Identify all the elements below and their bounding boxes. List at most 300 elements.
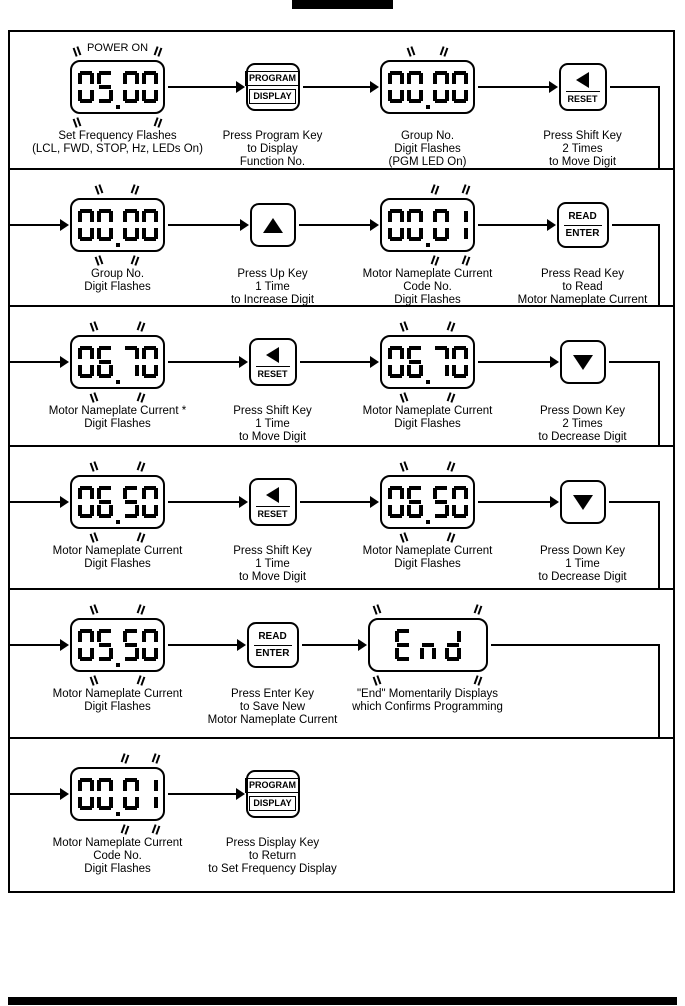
down-triangle-icon [573, 495, 593, 510]
seven-seg-digit [97, 486, 113, 518]
top-rule [292, 0, 393, 9]
caption [233, 545, 312, 584]
caption-line: Press Up Key [237, 268, 308, 280]
decimal-point [116, 812, 120, 816]
display-wrap [70, 475, 165, 529]
connector-line [299, 224, 372, 226]
key-label: READ [568, 210, 597, 222]
arrowhead-icon [547, 219, 556, 231]
flash-mark [461, 255, 470, 266]
seven-seg-digit [407, 346, 423, 378]
flash-mark [121, 824, 130, 835]
connector-line [300, 501, 372, 503]
caption-line: Digit Flashes [84, 281, 151, 293]
flash-mark [461, 184, 470, 195]
flow-cells [10, 739, 673, 876]
seven-seg-digit [452, 346, 468, 378]
shift-reset-key [559, 63, 607, 111]
seven-seg-digit [388, 209, 404, 241]
item-slot [350, 602, 505, 688]
key-label: ENTER [565, 227, 600, 239]
seven-seg-digit [97, 346, 113, 378]
seven-seg-digit [388, 346, 404, 378]
flash-mark [439, 46, 448, 57]
flow-cell [195, 459, 350, 584]
flow-cell [40, 319, 195, 444]
decimal-point [116, 105, 120, 109]
caption-line: Set Frequency Flashes [58, 130, 177, 142]
seven-seg-digit [452, 486, 468, 518]
display-end [368, 618, 488, 672]
caption-line: Digit Flashes [84, 863, 151, 875]
flow-row [10, 307, 673, 447]
connector-line [300, 361, 372, 363]
key-label: ENTER [255, 647, 290, 659]
arrowhead-icon [239, 496, 248, 508]
caption-line: 2 Times [562, 143, 603, 155]
display-wrap [70, 618, 165, 672]
seven-seg-digit [78, 778, 94, 810]
flash-mark [151, 824, 160, 835]
flash-mark [447, 321, 456, 332]
connector-line [478, 224, 548, 226]
flow-cell [40, 459, 195, 584]
seven-seg-digit [142, 778, 158, 810]
connector-line [658, 362, 660, 447]
caption-line: Motor Nameplate Current [52, 837, 183, 849]
caption-line: Press Display Key [225, 837, 320, 849]
caption-line: (LCL, FWD, STOP, Hz, LEDs On) [32, 143, 203, 155]
seven-seg-digit [123, 778, 139, 810]
caption-line: Press Down Key [539, 545, 625, 557]
caption [231, 268, 314, 307]
display-code-no [70, 767, 165, 821]
decimal-point [116, 380, 120, 384]
seven-seg-digit [123, 629, 139, 661]
flow-cell [40, 751, 195, 876]
display-nameplate-current [380, 335, 475, 389]
flash-mark [447, 461, 456, 472]
flash-mark [399, 532, 408, 543]
seven-seg-digit [97, 778, 113, 810]
caption [53, 688, 183, 714]
caption [223, 130, 323, 169]
flash-mark [89, 604, 98, 615]
caption-line: to Display [247, 143, 298, 155]
caption [208, 688, 338, 727]
seven-seg-digit [407, 209, 423, 241]
flow-cell [350, 602, 505, 727]
flow-cell [505, 182, 660, 307]
caption-line: 1 Time [255, 418, 290, 430]
caption-line: which Confirms Programming [352, 701, 503, 713]
caption-line: 2 Times [562, 418, 603, 430]
caption-line: Press Shift Key [543, 130, 622, 142]
caption-line: Press Shift Key [233, 545, 312, 557]
flow-cell [505, 44, 660, 169]
caption-line: Code No. [403, 281, 452, 293]
flow-cells [10, 170, 673, 307]
flow-cell [40, 602, 195, 727]
shift-reset-key [249, 478, 297, 526]
flow-cell [195, 44, 350, 169]
caption-line: Motor Nameplate Current [362, 268, 493, 280]
flash-mark [447, 392, 456, 403]
flash-mark [154, 117, 163, 128]
flash-mark [137, 321, 146, 332]
flow-row [10, 32, 673, 170]
flash-mark [89, 461, 98, 472]
display-set-frequency [70, 60, 165, 114]
caption-line: to Decrease Digit [538, 431, 627, 443]
caption-line: Digit Flashes [84, 701, 151, 713]
caption-line: Motor Nameplate Current [207, 714, 338, 726]
seven-seg-digit [433, 486, 449, 518]
display-group-no [70, 198, 165, 252]
arrowhead-icon [370, 219, 379, 231]
decimal-point [426, 105, 430, 109]
seven-seg-digit [388, 486, 404, 518]
connector-line [478, 501, 551, 503]
caption-line: to Move Digit [238, 571, 307, 583]
arrowhead-icon [358, 639, 367, 651]
seven-seg-digit [97, 71, 113, 103]
connector-line [658, 225, 660, 307]
program-display-key [246, 770, 300, 818]
connector-line [609, 361, 661, 363]
seven-seg-digit [142, 629, 158, 661]
caption-line: Motor Nameplate Current [517, 294, 648, 306]
read-enter-key [247, 622, 299, 668]
flash-mark [373, 675, 382, 686]
caption-line: 1 Time [255, 558, 290, 570]
flow-cell [195, 182, 350, 307]
flow-cells [10, 590, 673, 727]
seven-seg-digit [452, 209, 468, 241]
caption-line: Code No. [93, 850, 142, 862]
decimal-point [426, 520, 430, 524]
connector-line [658, 502, 660, 590]
caption [518, 268, 648, 307]
seven-seg-digit [97, 209, 113, 241]
flash-mark [89, 532, 98, 543]
decimal-point [426, 380, 430, 384]
display-nameplate-current [70, 618, 165, 672]
caption [543, 130, 622, 169]
flash-mark [137, 461, 146, 472]
seven-seg-digit [123, 486, 139, 518]
caption [53, 545, 183, 571]
flash-mark [474, 675, 483, 686]
caption-line: Motor Nameplate Current * [48, 405, 187, 417]
caption-line: Press Read Key [540, 268, 625, 280]
left-triangle-icon [266, 487, 279, 503]
caption-line: Motor Nameplate Current [362, 545, 493, 557]
flash-mark [137, 675, 146, 686]
display-nameplate-current [380, 475, 475, 529]
flow-cell [195, 602, 350, 727]
seven-seg-digit [395, 629, 411, 661]
display-wrap [70, 42, 165, 114]
seven-seg-digit [123, 209, 139, 241]
seven-seg-digit [142, 71, 158, 103]
caption-line: Digit Flashes [394, 294, 461, 306]
caption-line: Press Enter Key [230, 688, 315, 700]
caption-line: 1 Time [565, 558, 600, 570]
connector-line [10, 501, 62, 503]
caption [538, 405, 626, 444]
caption-line: "End" Momentarily Displays [356, 688, 499, 700]
decimal-point [116, 243, 120, 247]
flash-mark [447, 532, 456, 543]
flow-cell [350, 459, 505, 584]
flash-mark [89, 392, 98, 403]
caption [53, 837, 183, 876]
caption [363, 268, 493, 307]
key-label: PROGRAM [245, 778, 300, 793]
caption-line: to Increase Digit [230, 294, 315, 306]
caption-line: Press Down Key [539, 405, 625, 417]
program-display-key [246, 63, 300, 111]
display-wrap [380, 198, 475, 252]
connector-line [168, 361, 240, 363]
key-label: RESET [567, 93, 598, 104]
flow-cell [32, 42, 203, 169]
flow-cell [195, 319, 350, 444]
caption-line: Function No. [239, 156, 306, 168]
seven-seg-digit [433, 71, 449, 103]
key-label: PROGRAM [245, 71, 300, 86]
connector-line [10, 224, 62, 226]
caption-line: to Return [248, 850, 297, 862]
connector-line [10, 361, 62, 363]
seven-seg-digit [433, 346, 449, 378]
caption-line: Digit Flashes [394, 418, 461, 430]
arrowhead-icon [60, 219, 69, 231]
display-wrap [380, 335, 475, 389]
connector-line [168, 644, 238, 646]
down-triangle-icon [573, 355, 593, 370]
connector-line [303, 86, 372, 88]
arrowhead-icon [60, 788, 69, 800]
caption-line: to Save New [239, 701, 306, 713]
connector-line [609, 501, 661, 503]
left-triangle-icon [576, 72, 589, 88]
connector-line [168, 224, 241, 226]
flow-cell [350, 182, 505, 307]
caption [32, 130, 203, 156]
seven-seg-digit [142, 486, 158, 518]
connector-line [612, 224, 661, 226]
flow-cell [195, 751, 350, 876]
arrowhead-icon [549, 81, 558, 93]
seven-seg-digit [142, 346, 158, 378]
caption-line: to Move Digit [548, 156, 617, 168]
seven-seg-digit [452, 71, 468, 103]
connector-line [10, 793, 62, 795]
flash-mark [72, 117, 81, 128]
flash-mark [130, 184, 139, 195]
seven-seg-digit [97, 629, 113, 661]
key-divider [256, 366, 290, 367]
seven-seg-digit [78, 71, 94, 103]
display-wrap [380, 60, 475, 114]
key-divider [564, 225, 602, 226]
flash-mark [94, 184, 103, 195]
arrowhead-icon [550, 496, 559, 508]
key-label: DISPLAY [249, 89, 295, 104]
flash-mark [474, 604, 483, 615]
caption [208, 837, 336, 876]
up-triangle-icon [263, 218, 283, 233]
connector-line [491, 644, 661, 646]
flash-mark [130, 255, 139, 266]
connector-line [168, 501, 240, 503]
caption [49, 405, 186, 431]
connector-line [168, 793, 237, 795]
seven-seg-digit [123, 346, 139, 378]
decimal-point [116, 520, 120, 524]
arrowhead-icon [370, 81, 379, 93]
flow-cell [350, 44, 505, 169]
caption-line: Digit Flashes [394, 143, 461, 155]
flow-cell [350, 319, 505, 444]
flash-mark [89, 675, 98, 686]
caption-line: to Read [562, 281, 603, 293]
down-key [560, 480, 606, 524]
connector-line [658, 87, 660, 170]
flash-mark [373, 604, 382, 615]
key-label: READ [258, 630, 287, 642]
caption [84, 268, 150, 294]
caption [352, 688, 503, 714]
connector-line [168, 86, 237, 88]
caption-line: Group No. [90, 268, 145, 280]
flow-cell [505, 319, 660, 444]
seven-seg-digit [123, 71, 139, 103]
flash-mark [89, 321, 98, 332]
flash-mark [399, 321, 408, 332]
arrowhead-icon [550, 356, 559, 368]
display-nameplate-current [70, 475, 165, 529]
flash-mark [137, 392, 146, 403]
connector-line [478, 361, 551, 363]
arrowhead-icon [237, 639, 246, 651]
flash-mark [399, 461, 408, 472]
caption [233, 405, 312, 444]
flow-cells [10, 32, 673, 169]
flash-mark [94, 255, 103, 266]
flash-mark [407, 46, 416, 57]
flow-row [10, 590, 673, 739]
display-code-no [380, 198, 475, 252]
flash-mark [137, 532, 146, 543]
flow-row [10, 739, 673, 891]
arrowhead-icon [240, 219, 249, 231]
flash-mark [431, 255, 440, 266]
caption-line: to Decrease Digit [538, 571, 627, 583]
caption-line: Group No. [400, 130, 455, 142]
caption-line: Digit Flashes [394, 558, 461, 570]
display-wrap [70, 335, 165, 389]
caption-line: to Set Frequency Display [208, 863, 337, 875]
display-nameplate-current [70, 335, 165, 389]
caption-line: (PGM LED On) [388, 156, 467, 168]
key-label: RESET [257, 508, 288, 519]
flash-mark [151, 753, 160, 764]
arrowhead-icon [236, 81, 245, 93]
key-divider [256, 506, 290, 507]
arrowhead-icon [60, 639, 69, 651]
seven-seg-digit [78, 209, 94, 241]
seven-seg-digit [445, 629, 461, 661]
flash-mark [399, 392, 408, 403]
caption-line: 1 Time [255, 281, 290, 293]
bottom-rule [8, 997, 677, 1005]
flow-frame [8, 30, 675, 893]
caption [363, 545, 493, 571]
seven-seg-digit [78, 346, 94, 378]
flow-cell [40, 182, 195, 307]
connector-line [302, 644, 359, 646]
arrowhead-icon [236, 788, 245, 800]
key-divider [566, 91, 600, 92]
decimal-point [426, 243, 430, 247]
display-wrap [70, 198, 165, 252]
display-wrap [368, 618, 488, 672]
key-label: RESET [257, 368, 288, 379]
seven-seg-digit [420, 629, 436, 661]
connector-line [610, 86, 661, 88]
flash-mark [431, 184, 440, 195]
flow-row [10, 170, 673, 307]
seven-seg-digit [388, 71, 404, 103]
flow-cells [10, 307, 673, 444]
display-wrap [380, 475, 475, 529]
connector-line [478, 86, 550, 88]
seven-seg-digit [78, 486, 94, 518]
caption-line: Digit Flashes [84, 418, 151, 430]
caption-line: to Move Digit [238, 431, 307, 443]
key-label: DISPLAY [249, 796, 295, 811]
caption-line: Motor Nameplate Current [362, 405, 493, 417]
connector-line [658, 645, 660, 739]
decimal-point [116, 663, 120, 667]
flow-cells [10, 447, 673, 584]
seven-seg-digit [407, 486, 423, 518]
key-divider [254, 645, 292, 646]
flow-row [10, 447, 673, 590]
caption-line: Motor Nameplate Current [52, 545, 183, 557]
caption [538, 545, 626, 584]
flash-mark [121, 753, 130, 764]
seven-seg-digit [78, 629, 94, 661]
arrowhead-icon [370, 356, 379, 368]
caption [363, 405, 493, 431]
shift-reset-key [249, 338, 297, 386]
caption-line: Motor Nameplate Current [52, 688, 183, 700]
down-key [560, 340, 606, 384]
arrowhead-icon [60, 356, 69, 368]
caption [389, 130, 467, 169]
seven-seg-digit [433, 209, 449, 241]
left-triangle-icon [266, 347, 279, 363]
caption-line: Digit Flashes [84, 558, 151, 570]
read-enter-key [557, 202, 609, 248]
caption-line: Press Program Key [222, 130, 323, 142]
arrowhead-icon [370, 496, 379, 508]
display-wrap [70, 767, 165, 821]
